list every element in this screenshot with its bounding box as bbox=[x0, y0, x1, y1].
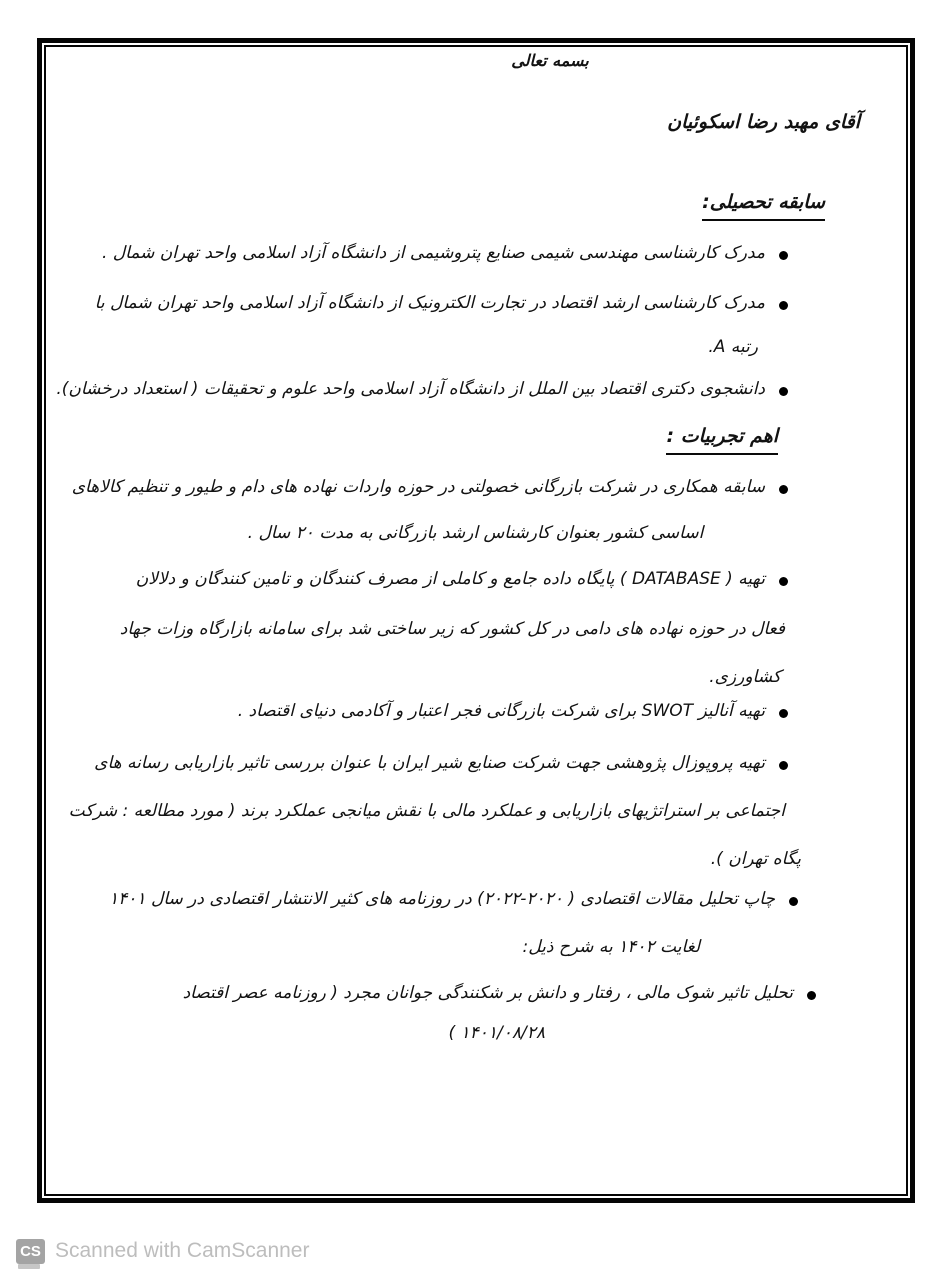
camscanner-watermark bbox=[16, 1236, 309, 1266]
education-section-header: سابقه تحصیلی: bbox=[702, 190, 825, 221]
camscanner-logo-icon: CS bbox=[16, 1239, 45, 1264]
experience-item-4-line-1: تهیه پروپوزال پژوهشی جهت شرکت صنایع شیر ایران با عنوان بررسی تاثیر بازاریابی رسانه های bbox=[94, 753, 765, 773]
experience-item-6-line-2: ۱۴۰۱/۰۸/۲۸ ) bbox=[448, 1023, 545, 1043]
experience-item-4-line-2: اجتماعی بر استراتژیهای بازاریابی و عملکرد مالی با نقش میانجی عملکرد برند ( مورد مطالعه : شرکت bbox=[68, 801, 785, 821]
experience-item-6-line-1: تحلیل تاثیر شوک مالی ، رفتار و دانش بر شکنندگی جوانان مجرد ( روزنامه عصر اقتصاد bbox=[182, 983, 793, 1003]
experience-item-1-line-2: اساسی کشور بعنوان کارشناس ارشد بازرگانی به مدت ۲۰ سال . bbox=[247, 523, 704, 543]
bismillah-text: بسمه تعالی bbox=[511, 51, 589, 70]
education-item-2-line-1: مدرک کارشناسی ارشد اقتصاد در تجارت الکترونیک از دانشگاه آزاد اسلامی واحد تهران شمال با bbox=[94, 293, 765, 313]
watermark-text: Scanned with CamScanner bbox=[55, 1239, 310, 1262]
experience-item-2-line-1: تهیه ( DATABASE ) پایگاه داده جامع و کاملی از مصرف کنندگان و تامین کنندگان و دلالان bbox=[135, 569, 765, 589]
experience-item-1-line-1: سابقه همکاری در شرکت بازرگانی خصولتی در حوزه واردات نهاده های دام و طیور و تنظیم کالاهای bbox=[71, 477, 765, 497]
education-item-1: مدرک کارشناسی مهندسی شیمی صنایع پتروشیمی از دانشگاه آزاد اسلامی واحد تهران شمال . bbox=[101, 243, 765, 263]
experience-item-2-line-3: کشاورزی. bbox=[709, 667, 781, 687]
experience-item-5-line-1: چاپ تحلیل مقالات اقتصادی ( ۲۰۲۰-۲۰۲۲) در روزنامه های کثیر الانتشار اقتصادی در سال ۱۴۰۱ bbox=[109, 889, 775, 909]
experience-item-3: تهیه آنالیز SWOT برای شرکت بازرگانی فجر اعتبار و آکادمی دنیای اقتصاد . bbox=[237, 701, 765, 721]
education-item-2-line-2: رتبه A. bbox=[708, 337, 758, 357]
person-name: آقای مهبد رضا اسکوئیان bbox=[667, 111, 860, 133]
experience-section-header: اهم تجربیات : bbox=[666, 424, 778, 455]
experience-item-5-line-2: لغایت ۱۴۰۲ به شرح ذیل: bbox=[522, 937, 700, 957]
experience-item-2-line-2: فعال در حوزه نهاده های دامی در کل کشور که زیر ساختی شد برای سامانه بازارگاه وزات جهاد bbox=[119, 619, 785, 639]
experience-item-4-line-3: پگاه تهران ). bbox=[710, 849, 801, 869]
education-item-3: دانشجوی دکتری اقتصاد بین الملل از دانشگاه آزاد اسلامی واحد علوم و تحقیقات ( استعداد درخشان). bbox=[56, 379, 765, 399]
